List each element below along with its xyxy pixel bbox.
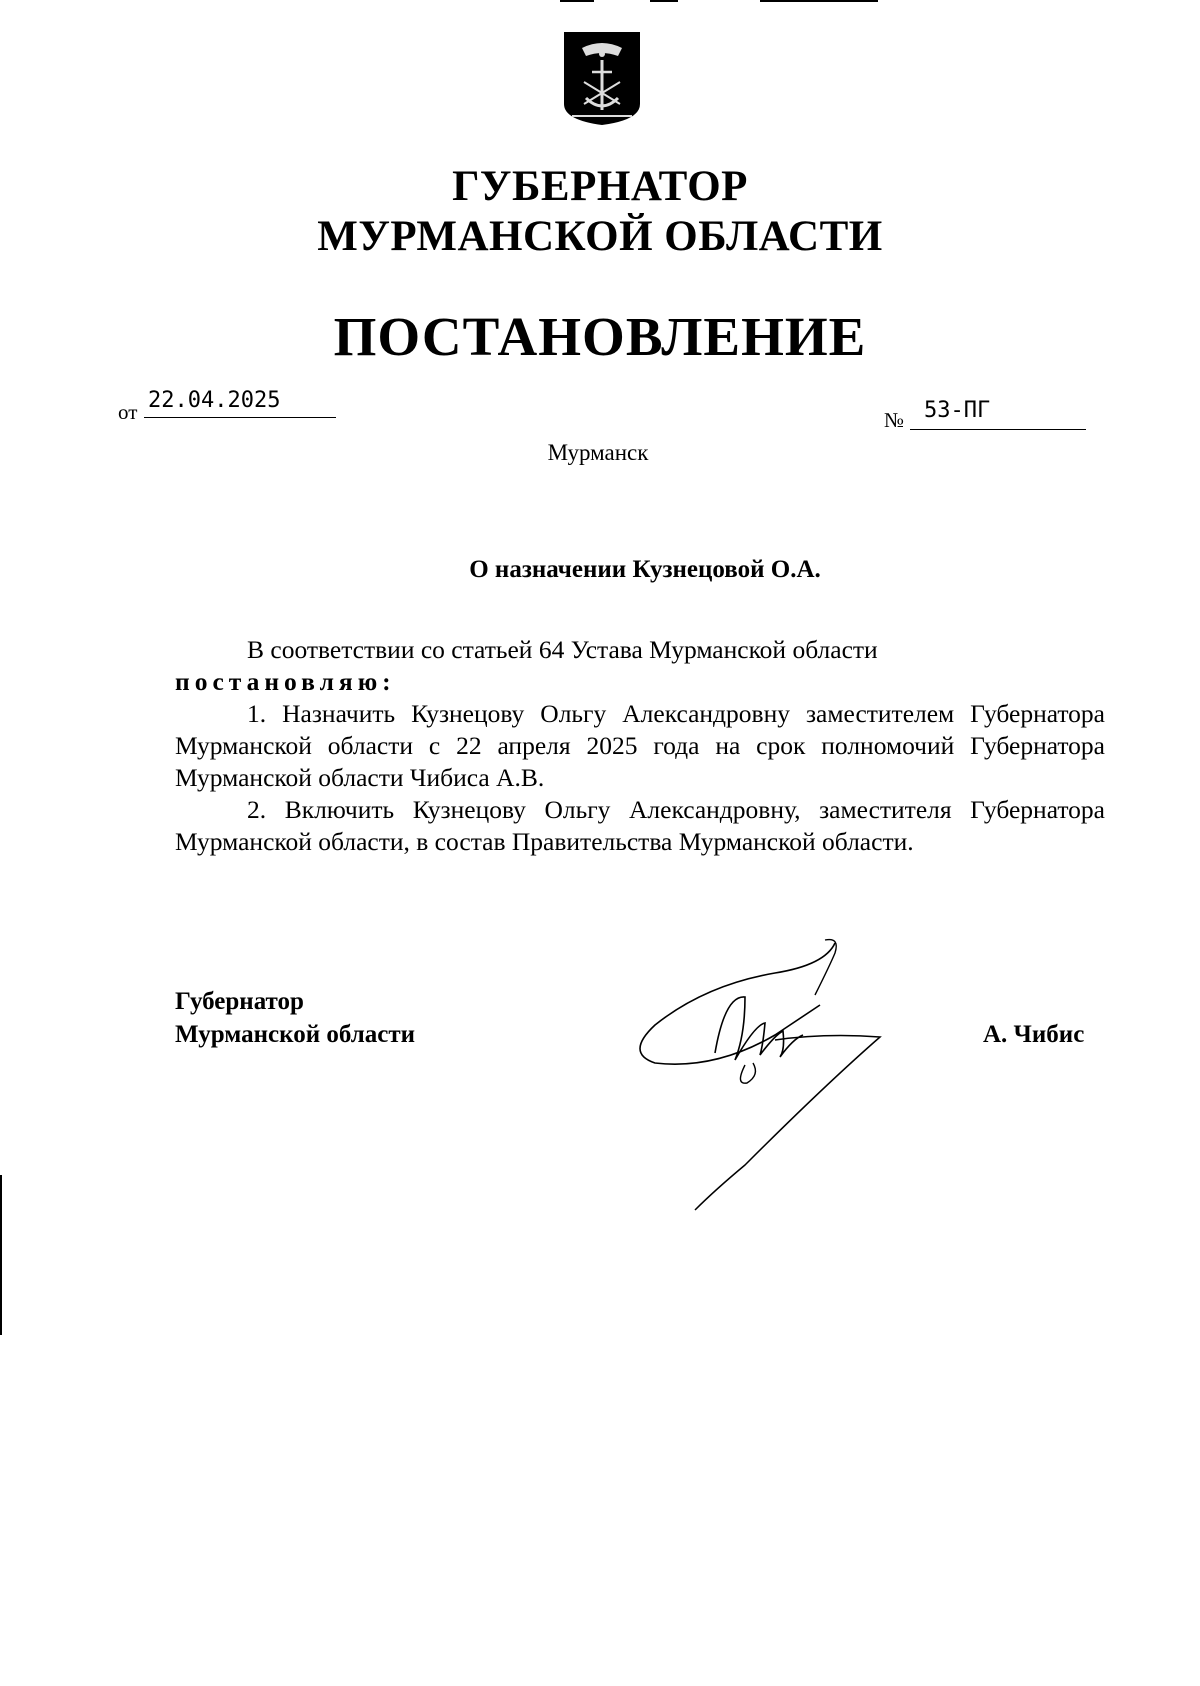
city-name xyxy=(0,440,1200,466)
city-label: Мурманск xyxy=(547,440,649,465)
item-1: 1. Назначить Кузнецову Ольгу Александровну заместителем Губернатора Мурманской области с 22 апреля 2025 года на срок полномочий Губернатора Мурманской области Чибиса А.В. xyxy=(175,699,1105,792)
document-type-title: ПОСТАНОВЛЕНИЕ xyxy=(333,306,867,367)
number-value: 53-ПГ xyxy=(910,398,1086,430)
item-2: 2. Включить Кузнецову Ольгу Александровну, заместителя Губернатора Мурманской области, в состав Правительства Мурманской области. xyxy=(175,795,1105,856)
scan-mark-top-3 xyxy=(760,0,878,2)
document-body xyxy=(175,634,1105,858)
handwritten-signature-icon xyxy=(625,935,895,1215)
decree-word: постановляю: xyxy=(175,667,396,696)
date-value: 22.04.2025 xyxy=(144,388,336,418)
signatory-title-line1: Губернатор xyxy=(175,988,304,1015)
signatory-title xyxy=(175,985,415,1051)
scan-mark-top-1 xyxy=(560,0,594,2)
coat-of-arms-icon xyxy=(562,30,642,126)
preamble-text: В соответствии со статьей 64 Устава Мурманской области xyxy=(247,635,878,664)
number-prefix: № xyxy=(884,408,905,432)
authority-title-line1: ГУБЕРНАТОР xyxy=(452,163,748,210)
signatory-title-line2: Мурманской области xyxy=(175,1021,416,1048)
signatory-name: А. Чибис xyxy=(983,1021,1085,1048)
authority-title-line2: МУРМАНСКОЙ ОБЛАСТИ xyxy=(317,213,883,260)
scan-mark-top-2 xyxy=(650,0,678,2)
date-prefix: от xyxy=(118,400,138,424)
document-subject: О назначении Кузнецовой О.А. xyxy=(469,556,821,583)
preamble xyxy=(175,634,1105,698)
scan-mark-left xyxy=(0,1175,2,1335)
